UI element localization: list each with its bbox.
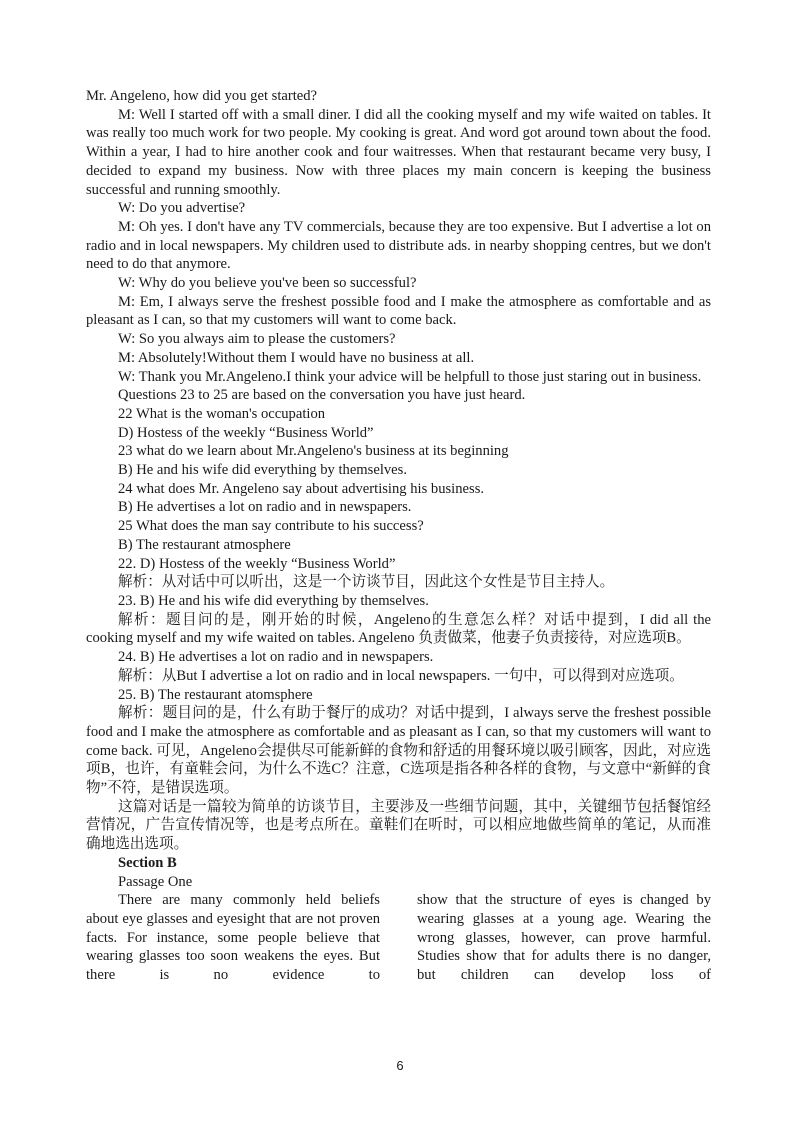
paragraph: 23. B) He and his wife did everything by themselves. [118,592,429,609]
left-column-text: There are many commonly held beliefs about eye glasses and eyesight that are not proven facts. For instance, some people believe that wearing glasses too soon weakens the eyes. But there is no evidence to [86,892,380,984]
paragraph: W: Why do you believe you've been so successful? [118,275,417,292]
paragraph: M: Well I started off with a small diner. I did all the cooking myself and my wife waited on tables. It was really too much work for two people. My cooking is great. And word got around town about the food. Within a year, I had to hire another cook and four waitresses. When that restaurant became very busy, I decided to expand my business. Now with three places my main concern is keeping the business successful and running smoothly. [86,106,711,198]
paragraph: M: Em, I always serve the freshest possible food and I make the atmosphere as comfortable and as pleasant as I can, so that my customers will want to come back. [86,293,711,329]
paragraph: Questions 23 to 25 are based on the conversation you have just heard. [118,387,526,404]
paragraph: 解析：题目问的是，刚开始的时候，Angeleno的生意怎么样？对话中提到，I did all the cooking myself and my wife waited on tables. Angeleno 负责做菜，他妻子负责接待，对应选项B。 [86,611,711,647]
paragraph: Mr. Angeleno, how did you get started? [86,88,318,104]
paragraph: W: So you always aim to please the customers? [118,331,396,348]
section-heading: Section B [118,854,177,871]
two-column-section [86,891,711,985]
paragraph: Passage One [118,873,193,890]
right-column-text: show that the structure of eyes is changed by wearing glasses at a young age. Wearing the wrong glasses, however, can prove harmful. Studies show that for adults there is no danger, but children can develop loss of [417,892,711,984]
paragraph: W: Do you advertise? [118,200,246,217]
paragraph: 这篇对话是一篇较为简单的访谈节目，主要涉及一些细节问题，其中，关键细节包括餐馆经营情况，广告宣传情况等，也是考点所在。童鞋们在听时，可以相应地做些简单的笔记，从而准确地选出选项。 [86,798,711,853]
paragraph: 22. D) Hostess of the weekly “Business World” [118,555,396,572]
paragraph: B) He advertises a lot on radio and in newspapers. [118,499,412,516]
paragraph: 解析：从But I advertise a lot on radio and in local newspapers. 一句中，可以得到对应选项。 [118,667,684,684]
paragraph: 24. B) He advertises a lot on radio and in newspapers. [118,649,434,666]
paragraph: 24 what does Mr. Angeleno say about advertising his business. [118,480,485,497]
paragraph: B) He and his wife did everything by themselves. [118,462,407,479]
paragraph: 23 what do we learn about Mr.Angeleno's business at its beginning [118,443,509,460]
right-column [417,891,711,985]
paragraph: D) Hostess of the weekly “Business World” [118,424,374,441]
paragraph: M: Oh yes. I don't have any TV commercials, because they are too expensive. But I advertise a lot on radio and in local newspapers. My children used to distribute ads. in nearby shopping centres, but we don't need to do that anymore. [86,218,711,273]
paragraph: B) The restaurant atmosphere [118,536,291,553]
left-column [86,891,380,985]
page-content [86,87,711,985]
paragraph: 解析：从对话中可以听出，这是一个访谈节目，因此这个女性是节目主持人。 [118,574,615,591]
paragraph: 解析：题目问的是，什么有助于餐厅的成功？对话中提到，I always serve the freshest possible food and I make the atmosphere as comfortable and as pleasant as I can, so that my customers will want to come back. 可见，Angeleno会提供尽可能新鲜的食物和舒适的用餐环境以吸引顾客，因此，对应选项B，也许，有童鞋会问，为什么不选C？注意，C选项是指各种各样的食物，与文意中“新鲜的食物”不符，是错误选项。 [86,705,711,797]
paragraph: 22 What is the woman's occupation [118,405,326,422]
paragraph: W: Thank you Mr.Angeleno.I think your advice will be helpfull to those just staring out in business. [118,368,702,385]
paragraph: 25. B) The restaurant atomsphere [118,686,313,703]
paragraph: M: Absolutely!Without them I would have no business at all. [118,349,475,366]
paragraph: 25 What does the man say contribute to his success? [118,518,424,535]
page-number: 6 [396,1058,404,1073]
paragraph-list [86,87,711,891]
